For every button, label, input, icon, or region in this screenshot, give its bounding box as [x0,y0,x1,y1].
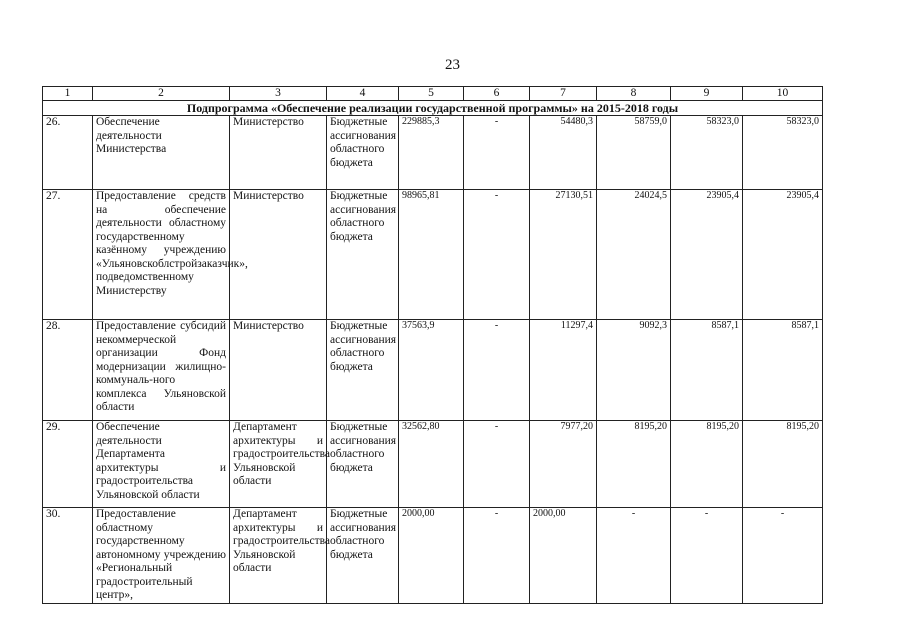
column-header: 6 [464,87,530,101]
measure-name: Предоставление субсидий некоммерческой организации Фонд модернизации жилищно-коммуналь-ного комплекса Ульяновской области [93,320,230,421]
value-col-8: 58759,0 [597,116,671,190]
page-number: 23 [445,57,460,73]
column-header: 4 [327,87,399,101]
measure-name: Обеспечение деятельности Министерства [93,116,230,190]
value-col-10: 8195,20 [743,421,823,508]
value-col-6: - [464,320,530,421]
responsible-executor: Министерство [230,190,327,320]
total-value: 98965,81 [399,190,464,320]
total-value: 32562,80 [399,421,464,508]
funding-source: Бюджетные ассигнования областного бюджета [327,190,399,320]
funding-source: Бюджетные ассигнования областного бюджета [327,508,399,604]
value-col-6: - [464,116,530,190]
value-col-7: 54480,3 [530,116,597,190]
value-col-9: 58323,0 [671,116,743,190]
row-number: 29. [43,421,93,508]
value-col-8: 24024,5 [597,190,671,320]
value-col-9: - [671,508,743,604]
funding-source: Бюджетные ассигнования областного бюджета [327,116,399,190]
value-col-7: 11297,4 [530,320,597,421]
row-number: 30. [43,508,93,604]
value-col-8: - [597,508,671,604]
value-col-9: 8195,20 [671,421,743,508]
value-col-10: 23905,4 [743,190,823,320]
funding-source: Бюджетные ассигнования областного бюджета [327,320,399,421]
total-value: 229885,3 [399,116,464,190]
measure-name: Обеспечение деятельности Департамента архитектуры и градостроительства Ульяновской области [93,421,230,508]
value-col-7: 27130,51 [530,190,597,320]
row-number: 26. [43,116,93,190]
value-col-10: - [743,508,823,604]
table-row [43,116,823,190]
subprogram-row [43,101,823,116]
table-row [43,421,823,508]
table-row [43,508,823,604]
value-col-10: 58323,0 [743,116,823,190]
value-col-9: 8587,1 [671,320,743,421]
column-header: 7 [530,87,597,101]
total-value: 37563,9 [399,320,464,421]
measure-name: Предоставление средств на обеспечение деятельности областному государственному казённому учреждению «Ульяновскоблстройзаказчик», подведомственному Министерству [93,190,230,320]
value-col-6: - [464,508,530,604]
column-header: 5 [399,87,464,101]
subprogram-title: Подпрограмма «Обеспечение реализации государственной программы» на 2015-2018 годы [43,101,823,116]
measure-name: Предоставление областному государственному автономному учреждению «Региональный градостроительный центр», [93,508,230,604]
funding-source: Бюджетные ассигнования областного бюджета [327,421,399,508]
column-header: 8 [597,87,671,101]
responsible-executor: Департамент архитектуры и градостроительства Ульяновской области [230,508,327,604]
program-table [42,86,823,604]
responsible-executor: Департамент архитектуры и градостроительства Ульяновской области [230,421,327,508]
responsible-executor: Министерство [230,320,327,421]
row-number: 27. [43,190,93,320]
column-header: 10 [743,87,823,101]
column-header: 2 [93,87,230,101]
table-row [43,320,823,421]
value-col-8: 8195,20 [597,421,671,508]
responsible-executor: Министерство [230,116,327,190]
value-col-6: - [464,421,530,508]
value-col-8: 9092,3 [597,320,671,421]
column-header-row [43,87,823,101]
total-value: 2000,00 [399,508,464,604]
column-header: 1 [43,87,93,101]
row-number: 28. [43,320,93,421]
table-row [43,190,823,320]
value-col-6: - [464,190,530,320]
value-col-7: 2000,00 [530,508,597,604]
column-header: 9 [671,87,743,101]
column-header: 3 [230,87,327,101]
value-col-7: 7977,20 [530,421,597,508]
value-col-10: 8587,1 [743,320,823,421]
value-col-9: 23905,4 [671,190,743,320]
